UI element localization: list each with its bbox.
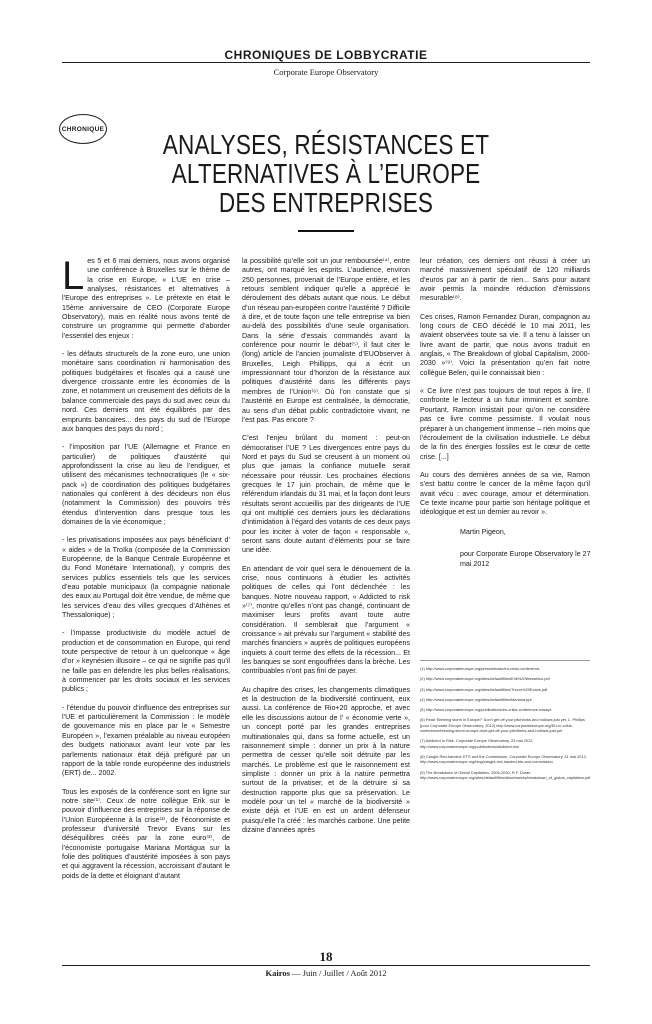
title-line-2: ALTERNATIVES À L’EUROPE xyxy=(171,158,481,189)
author-role: pour Corporate Europe Observatory le 27 mai 2012 xyxy=(460,550,591,568)
footnote: (7) Addicted to Risk, Corporate Europe Observatory, 23 mai 2012, http://www.corporateeurope.org/publications/addicted-risk xyxy=(420,738,534,749)
series-subtitle: Corporate Europe Observatory xyxy=(273,67,379,77)
column-2 xyxy=(242,257,410,844)
paragraph: Au cours des dernières années de sa vie, Ramon s’est battu contre le cancer de la même façon qu’il avait vécu : avec courage, amour et détermination. Ce texte incarne pour partie son héritage politique et idéologique et est un dernier au revoir ». xyxy=(420,470,590,517)
column-1 xyxy=(62,254,230,890)
author-name: Martin Pigeon, xyxy=(460,528,506,536)
footnote: (1) http://www.corporateeurope.org/pressrelease/eu-crisis-conference xyxy=(420,666,540,671)
footer-rule xyxy=(62,965,590,966)
drop-cap: L xyxy=(62,254,85,298)
footnote: (3) http://www.corporateeurope.org/sites/default/files/Trevor%20Evans.pdf xyxy=(420,686,548,692)
paragraph: leur création, ces derniers ont réussi à créer un marché massivement spéculatif de 120 milliards d’euros par an à partir de rien... Sans pour autant avoir permis la moindre réduction d’émissions mesurable⁽⁸⁾. xyxy=(420,257,590,303)
paragraph: - les défauts structurels de la zone euro, une union monétaire sans coordination ni harmonisation des politiques budgétaires et fiscales qui a causé une divergence croissante entre les économies de la zone, et notamment un creusement des déficits de la balance commerciale des pays du sud avec ceux du nord. Ces derniers ont été équilibrés par des emprunts bancaires... des pays du sud de l’Europe aux banques des pays du nord ; xyxy=(62,350,230,433)
title-line-3: DES ENTREPRISES xyxy=(218,187,434,218)
footnotes xyxy=(420,660,590,785)
paragraph: - l’impasse productiviste du modèle actuel de production et de consommation en Europe, qui rend toute perspective de retour à un quelconque « âge d’or » keynésien illusoire – ce qui ne signifie pas qu’il ne faille pas en défendre les plus belles réalisations, à commencer par les droits sociaux et les services publics ; xyxy=(62,629,230,694)
header-rule xyxy=(62,62,590,63)
paragraph: - les privatisations imposées aux pays bénéficiant d’ « aides » de la Troïka (composée de la Commission Européenne, de la Banque Centrale Européenne et du Fond Monétaire International), y compris des services publics essentiels tels que les services d’eau potable municipaux (la compagnie nationale des eaux au Portugal doit être vendue, de même que les services d’eau des villes grecques d’Athènes et Thessalonique) ; xyxy=(62,536,230,620)
article-title xyxy=(141,130,512,217)
footer xyxy=(0,968,652,978)
title-rule xyxy=(298,230,354,232)
footnote: (8) Caught Red-handed: ETS and the Commission, Corporate Europe Observatory, 31 mai 2012, http://www.corporateeurope.org/blog/caught-red-handed-ets-and-commission xyxy=(420,753,587,765)
footnote: (4) http://www.corporateeurope.org/sites/default/files/Mariana.ppt xyxy=(420,696,532,702)
title-line-1: ANALYSES, RÉSISTANCES ET xyxy=(162,129,490,160)
paragraph: Au chapitre des crises, les changements climatiques et la destruction de la biodiversité continuent, eux aussi. La conférence de Rio+20 approche, et avec elle les discussions autour de l’ « économie verte », un concept porté par les grandes entreprises multinationales qui, dans sa forme actuelle, est un raisonnement simple : donner un prix à la nature permettra de cesser qu’elle soit détruite par les marchés. Le problème est que le raisonnement est simpliste : donner un prix à la nature permettra surtout de la privatiser, et de la détruire si sa destruction rapporte plus que sa préservation. Le modèle pour un tel « marché de la biodiversité » existe déjà et l’UE en est un ardent défenseur puisqu’elle l’a créé : les marchés carbone. Une petite dizaine d’années après xyxy=(242,685,410,834)
series-title: CHRONIQUES DE LOBBYCRATIE xyxy=(224,48,428,62)
paragraph: En attendant de voir quel sera le dénouement de la crise, nous continuons à étudier les activités politiques de celles qui l’ont déclenchée : les banques. Notre nouveau rapport, « Addicted to risk »⁽⁷⁾, montre qu’elles n’ont pas changé, continuant de maximiser leurs profits avant toute autre considération. Il semblerait que l’argument « croissance » ait prévalu sur l’argument « stabilité des marchés financiers » auprès de politiques européens inquiets à court terme des effets de la récession... Et les banques se sont engouffrées dans la brèche. Les contribuables n’ont pas fini de payer. xyxy=(242,564,410,676)
paragraph: la possibilité qu’elle soit un jour remboursée⁽⁴⁾, entre autres, ont marqué les esprits. L’audience, environ 250 personnes, provenait de l’Europe entière, et les retours semblent indiquer qu’elle a apprécié le déroulement des débats autant que nous. Le début d’un réseau pan-européen contre l’austérité ? Difficile à dire, et de toute façon une telle entreprise va bien au-delà des possibilités d’une seule organisation. Dans la série d’essais commandés avant la conférence pour nourrir le débat⁽⁵⁾, il faut citer le (long) article de l’ancien journaliste d’EUObserver à Bruxelles, Leigh Phillipps, qui a écrit un impressionnant tour d’horizon de la résistance aux politiques d’austérité dans les différents pays membres de l’Union⁽⁶⁾. Où l’on constate que si l’austérité en Europe est centralisée, la démocratie, au sens d’un débat public contradictoire vivant, ne l’est pas. Pas encore ? xyxy=(242,257,410,424)
paragraph: Les 5 et 6 mai derniers, nous avons organisé une conférence à Bruxelles sur le thème de la crise en Europe, « L’UE en crise – analyses, résistances et alternatives à l’Europe des entreprises ». Le prétexte en était le 15ème anniversaire de CEO (Corporate Europe Observatory), mais en réalité nous avons tenté de construire un programme qui permette d’aborder l’essentiel des enjeux : xyxy=(62,254,230,340)
paragraph: C’est l’enjeu brûlant du moment : peut-on démocratiser l’UE ? Les divergences entre pays du Nord et pays du Sud se creusent à un moment où plus que jamais la confiance mutuelle serait nécessaire pour réussir. Les prochaines élections grecques le 17 juin prochain, de même que le référendum irlandais du 31 mai, et la façon dont leurs résultats seront accueillis par des dirigeants de l’UE qui ont multiplié ces derniers jours les déclarations d’intimidation à l’égard des votants de ces deux pays pour les inciter à voter de façon « responsable », seront sans doute autant d’éléments pour se faire une idée. xyxy=(242,434,410,555)
paragraph: « Ce livre n’est pas toujours de tout repos à lire. Il confronte le lecteur à un futur imminent et sombre. Pourtant, Ramon insistait pour qu’on ne considère pas ce livre comme pessimiste. Il voulait nous préparer à un changement immense – rien moins que l’écroulement de la civilisation industrielle. Le début de la fin des énergies fossiles est le cœur de cette crise. [...] xyxy=(420,387,590,461)
paragraph: Tous les exposés de la conférence sont en ligne sur notre site⁽¹⁾. Ceux de notre collègue Erik sur le pouvoir d’influence des entreprises sur la réponse de l’Union Européenne à la crise⁽²⁾, de l’économiste et professeur d’université Trevor Evans sur les déséquilibres créés par la zone euro⁽³⁾, de l’économiste portugaise Mariana Mortágua sur la folie des politiques d’austérité imposées à son pays et qui aggravent la récession, accroissant d’autant le poids de la dette et éloignant d’autant xyxy=(62,787,230,880)
paragraph: - l’étendue du pouvoir d’influence des entreprises sur l’UE et particulièrement la Commission : le modèle de gouvernance mis en place par le « Semestre Européen », l’examen préalable au niveau européen des budgets nationaux avant leur vote par les parlements nationaux était déjà préfiguré par un rapport de la table ronde européenne des industriels (ERT) de... 2002. xyxy=(62,703,230,778)
footnote: (9) The Breakdown of Global Capitalism, 2000-2030, R.F. Duran http://www.corporateeurope.org/sites/default/files/attachments/breakdown_of_global_capitalism.pdf xyxy=(420,769,591,780)
page-number: 18 xyxy=(319,949,333,964)
paragraph: Ces crises, Ramon Fernandez Duran, compagnon au long cours de CEO décédé le 10 mai 2011, les avaient observées toute sa vie. Il a tenu à laisser un livre avant de partir, que nous avons traduit en anglais, « The Breakdown of global Capitalism, 2000-2030 »⁽⁹⁾. Voici la présentation qu’en fait notre collègue Belen, qui le connaissait bien : xyxy=(420,312,590,377)
section-badge: CHRONIQUE xyxy=(59,114,107,144)
footnote: (6) Read ‘Brewing storm in Europe?’ Don’t get off your pitchforks and hollows just yet, L. Phillips (pour Corporate Europe Observatory, 2012) http://www.corporateeurope.org/EU-in-crisis-conference/brewing-storm-europe-dont-get-off-your-pitchforks-and-hollows-just-yet xyxy=(420,717,585,734)
footer-issue: — Juin / Juillet / Août 2012 xyxy=(289,968,387,978)
signature xyxy=(448,528,598,569)
footnote: (2) http://www.corporateeurope.org/sites/default/files/Erik%20Wesselius.pdf xyxy=(420,676,550,682)
paragraph: - l’imposition par l’UE (Allemagne et France en particulier) de politiques d’austérité qui approfondissent la crise au lieu de l’endiguer, et utilisent des mécanismes technocratiques (le « six-pack ») de coordination des politiques budgétaires nationales qui confèrent à des décideurs non élus (notamment la Commission) des pouvoirs très étendus d’intervention dans presque tous les domaines de la vie économique ; xyxy=(62,443,230,526)
footnote: (5) http://www.corporateeurope.org/publications/eu-crisis-conference-essays xyxy=(420,707,552,713)
footer-brand: Kairos xyxy=(265,968,290,978)
column-3 xyxy=(420,257,590,527)
